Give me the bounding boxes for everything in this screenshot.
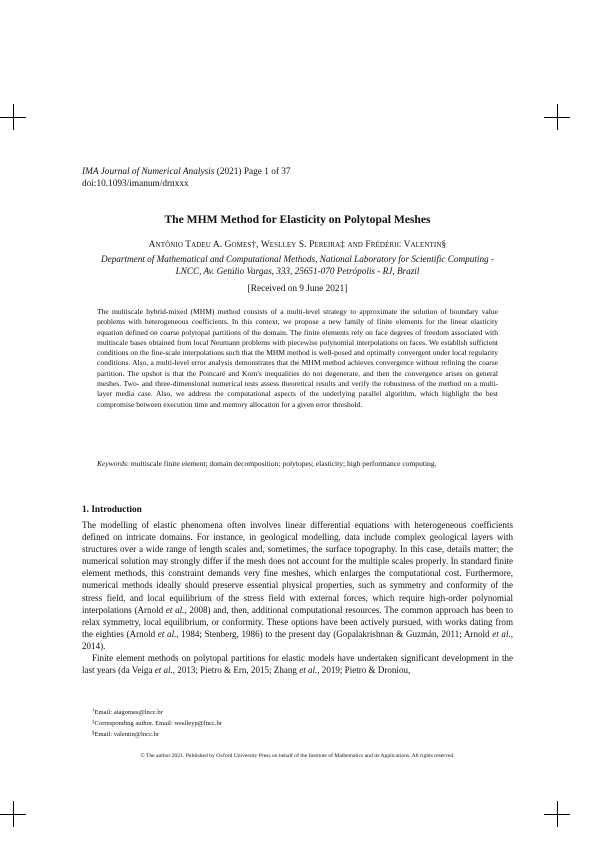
intro-paragraph-2 (82, 652, 513, 676)
text-run: , 2013; Pietro & Ern, 2015; Zhang (172, 665, 300, 676)
keywords-label: Keywords (97, 459, 127, 468)
journal-name: IMA Journal of Numerical Analysis (82, 167, 215, 177)
crop-mark-bottom-right-v (557, 801, 558, 827)
crop-mark-top-right-v (557, 104, 558, 130)
crop-mark-bottom-left-v (13, 801, 14, 827)
text-run: , 1984; Stenberg, 1986) to the present day (Gopalakrishnan & Guzmán, 2011; Arnold (176, 628, 493, 639)
text-run: Finite element methods on polytopal partitions for elastic models have undertaken significant development in the last years (da Veiga (82, 653, 513, 676)
footnote (92, 729, 222, 740)
running-header (82, 166, 291, 190)
journal-line (82, 166, 291, 178)
section-number: 1. (82, 505, 89, 515)
footnote-text: Email: valentin@lncc.br (94, 731, 160, 738)
footnote (92, 707, 222, 718)
footnote-mark: ‡ (92, 720, 95, 725)
abstract: The multiscale hybrid-mixed (MHM) method consists of a multi-level strategy to approximate the solution of boundary value problems with heterogeneous coefficients. In this context, we propose a new family of finite elements for the linear elasticity equation defined on coarse polytopal partitions of the domain. The finite elements rely on face degrees of freedom associated with multiscale bases obtained from local Neumann problems with piecewise polynomial interpolations on faces. We establish sufficient conditions on the fine-scale interpolations such that the MHM method is well-posed and optimally convergent under local regularity conditions. Also, a multi-level error analysis demonstrates that the MHM method achieves convergence without refining the coarse partition. The upshot is that the Poincaré and Korn's inequalities do not degenerate, and then the convergence arises on general meshes. Two- and three-dimensional numerical tests assess theoretical results and verify the robustness of the method on a multi-layer media case. Also, we address the computational aspects of the underlying parallel algorithm, which highlight the best compromise between execution time and memory allocation for a given error threshold. (97, 307, 498, 409)
authors: Antônio Tadeu A. Gomes†, Weslley S. Pereira‡ and Frédéric Valentin§ (148, 240, 447, 250)
section-heading (82, 505, 142, 515)
etal-text: et al. (154, 665, 173, 676)
footnote-mark: † (92, 709, 95, 714)
keywords-text: : multiscale finite element; domain decomposition; polytopes; elasticity; high performance computing. (126, 459, 437, 468)
etal-text: et al. (299, 665, 318, 676)
crop-mark-top-left-v (13, 104, 14, 130)
affiliation: Department of Mathematical and Computational Methods, National Laboratory for Scientific Computing - LNCC, Av. Getúlio Vargas, 333, 25651-070 Petrópolis - RJ, Brazil (101, 254, 494, 276)
footnote-mark: § (92, 731, 95, 736)
copyright-notice: © The author 2021. Published by Oxford University Press on behalf of the Institute of Mathematics and its Applications. All rights reserved. (140, 753, 455, 759)
footnote (92, 718, 222, 729)
paper-title: The MHM Method for Elasticity on Polytopal Meshes (164, 213, 431, 226)
etal-text: et al. (157, 628, 177, 639)
year-page: (2021) Page 1 of 37 (216, 167, 291, 177)
received-date: [Received on 9 June 2021] (247, 284, 348, 294)
text-run: , 2008) and, then, additional computational resources. The common approach has been to relax symmetry, local equilibrium, or conformity. These options have been actively pursued, with works dating from the eighties (Arnold (82, 604, 513, 639)
section-title: Introduction (91, 505, 142, 515)
footnote-text: Email: atagomes@lncc.br (94, 709, 163, 716)
etal-text: et al. (492, 628, 511, 639)
footnote-text: Corresponding author. Email: weslleyp@lncc.br (94, 720, 222, 727)
etal-text: et al. (165, 604, 185, 615)
text-run: , 2014). (82, 628, 513, 651)
text-run: The modelling of elastic phenomena often involves linear differential equations with heterogeneous coefficients defined on intricate domains. For instance, in geological modelling, data include complex geological layers with structures over a wide range of length scales and, sometimes, the surface topography. In this case, details matter; the numerical solution may strongly differ if the mesh does not account for the multiple scales properly. In standard finite element methods, this constraint demands very fine meshes, which enlarges the computational cost. Furthermore, numerical methods ideally should preserve essential physical properties, such as symmetry and conformity of the stress field, and local equilibrium of the stress field with external forces, which require high-order polynomial interpolations (Arnold (82, 520, 513, 615)
intro-paragraph-1 (82, 519, 513, 652)
footnotes (92, 707, 222, 740)
intro-body (82, 519, 513, 676)
doi: doi:10.1093/imanum/drnxxx (82, 179, 189, 189)
keywords (97, 459, 498, 469)
text-run: , 2019; Pietro & Droniou, (317, 665, 411, 676)
